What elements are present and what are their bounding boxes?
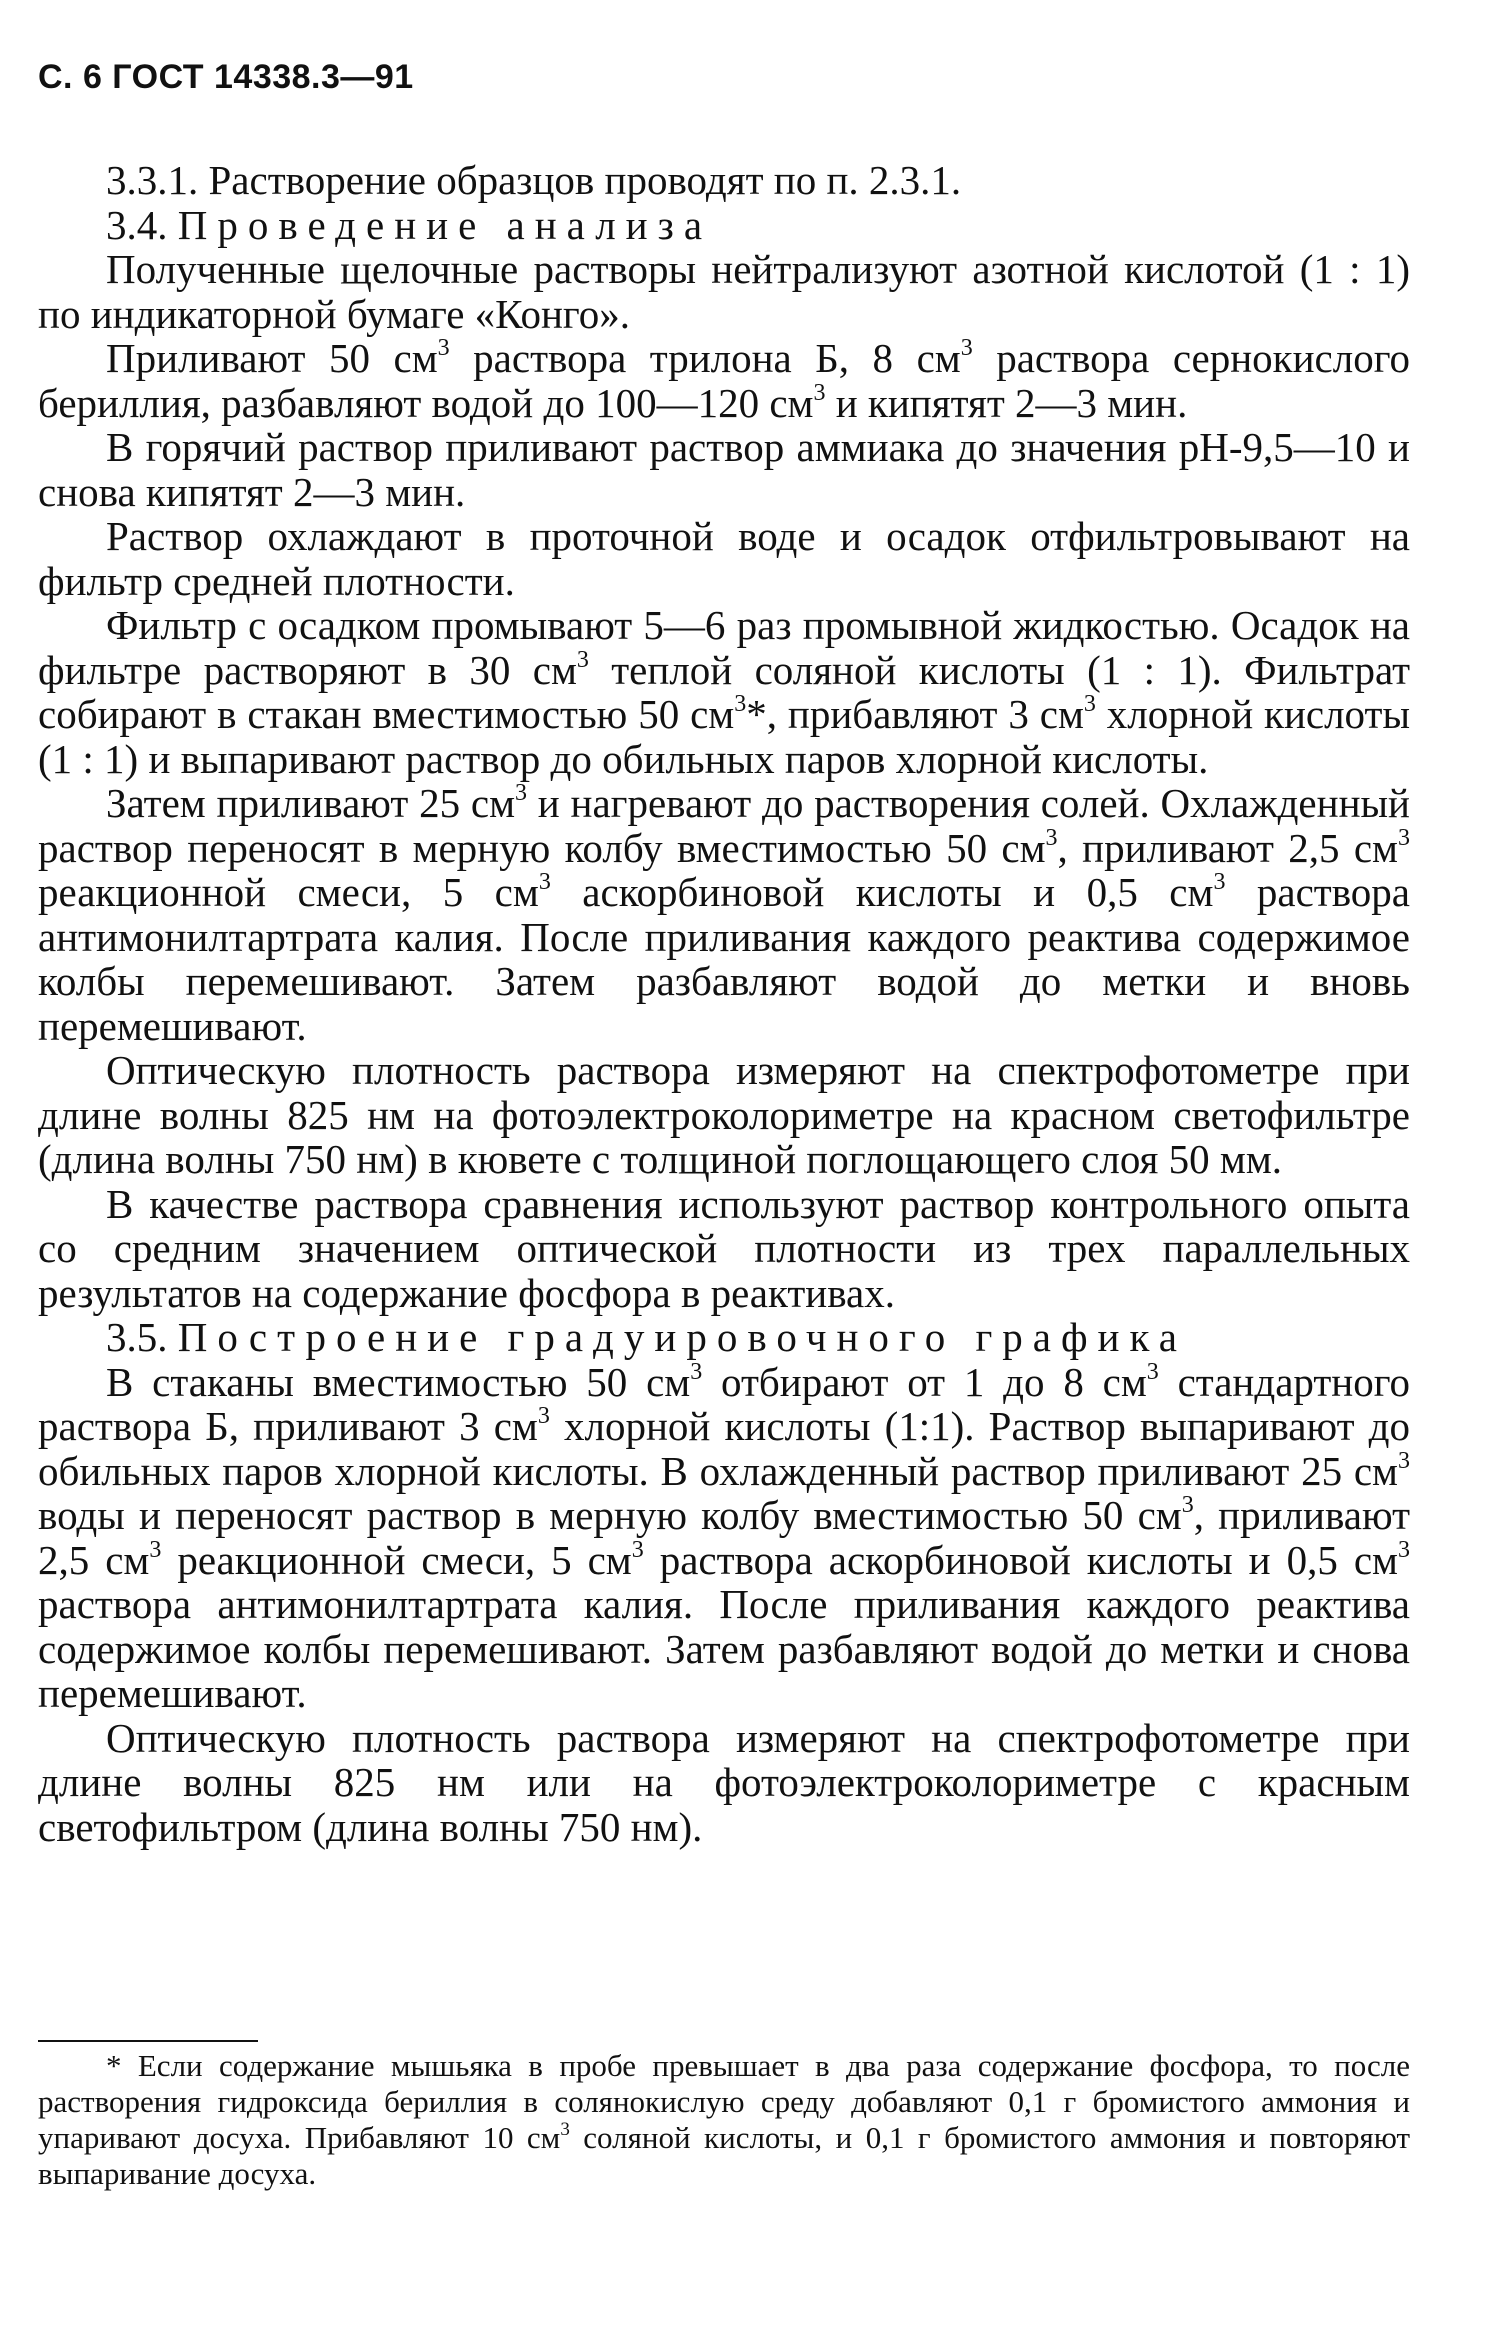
- footnote-divider: [38, 2040, 258, 2042]
- section-title: Построение градуировочного графика: [177, 1314, 1187, 1360]
- text-run: раствора антимонилтартрата калия. После приливания каждого реактива содержимое колбы перемешивают. Затем разбавляют водой до метки и снова перемешивают.: [38, 1581, 1410, 1716]
- superscript: 3: [149, 1536, 162, 1563]
- paragraph-optical-density: Оптическую плотность раствора измеряют на спектрофотометре при длине волны 825 нм на фотоэлектроколориметре на красном светофильтре (длина волны 750 нм) в кювете с толщиной поглощающего слоя 50 мм.: [38, 1047, 1410, 1182]
- paragraph-trilon: [38, 336, 1410, 425]
- paragraph-3-3-1: 3.3.1. Растворение образцов проводят по п. 2.3.1.: [106, 157, 962, 203]
- superscript: 3: [631, 1536, 644, 1563]
- footnote: [38, 2048, 1410, 2192]
- text-run: раствора аскорбиновой кислоты и 0,5 см: [643, 1536, 1398, 1583]
- text-run: теплой соляной кислоты (1 : 1). Фильтрат собирают в стакан вместимостью 50 см: [38, 646, 1411, 737]
- section-title: Проведение анализа: [177, 201, 713, 248]
- text-run: хлорной кислоты (1 : 1) и выпаривают раствор до обильных паров хлорной кислоты.: [38, 691, 1410, 782]
- superscript: 3: [1045, 824, 1058, 851]
- text-run: отбирают от 1 до 8 см: [702, 1358, 1147, 1405]
- superscript: 3: [734, 691, 747, 718]
- section-heading-3-4: [38, 203, 1410, 248]
- text-run: В стаканы вместимостью 50 см: [106, 1358, 691, 1405]
- superscript: 3: [576, 646, 589, 673]
- paragraph-neutralize: Полученные щелочные растворы нейтрализуют азотной кислотой (1 : 1) по индикаторной бумаге «Конго».: [38, 246, 1410, 337]
- text-run: аскорбиновой кислоты и 0,5 см: [550, 869, 1214, 915]
- paragraph-ammonia: В горячий раствор приливают раствор аммиака до значения рН-9,5—10 и снова кипятят 2—3 мин.: [38, 424, 1410, 515]
- superscript: 3: [1083, 691, 1096, 718]
- text-run: раствора трилона Б, 8 см: [449, 335, 961, 381]
- text-run: *, прибавляют 3 см: [746, 691, 1084, 737]
- paragraph-measurement: Оптическую плотность раствора измеряют на спектрофотометре при длине волны 825 нм или на фотоэлектроколориметре с красным светофильтром (длина волны 750 нм).: [38, 1714, 1410, 1850]
- text-run: и кипятят 2—3 мин.: [825, 379, 1188, 426]
- text-run: и нагревают до растворения солей. Охлажденный раствор переносят в мерную колбу вместимостью 50 см: [38, 780, 1410, 871]
- superscript: 3: [960, 335, 973, 362]
- running-head: С. 6 ГОСТ 14338.3—91: [38, 58, 414, 96]
- text-run: раствора антимонилтартрата калия. После приливания каждого реактива содержимое колбы перемешивают. Затем разбавляют водой до метки и вновь перемешивают.: [38, 869, 1410, 1049]
- superscript: 3: [1213, 869, 1226, 896]
- body-text: [38, 158, 1410, 1849]
- footnote-text: * Если содержание мышьяка в пробе превышает в два раза содержание фосфора, то после растворения гидроксида бериллия в солянокислую среду добавляют 0,1 г бромистого аммония и упаривают досуха. Прибавляют 10 см: [38, 2048, 1410, 2155]
- text-run: реакционной смеси, 5 см: [38, 869, 539, 915]
- text-run: реакционной смеси, 5 см: [161, 1536, 632, 1583]
- section-heading-3-5: [38, 1315, 1410, 1360]
- section-number: 3.5.: [106, 1314, 168, 1360]
- footnote-text: соляной кислоты, и 0,1 г бромистого аммония и повторяют выпаривание досуха.: [38, 2120, 1410, 2191]
- superscript: 3: [537, 1403, 550, 1430]
- text-run: Приливают 50 см: [106, 335, 438, 381]
- text-run: Фильтр с осадком промывают 5—6 раз промывной жидкостью. Осадок на фильтре растворяют в 30 см: [38, 602, 1410, 693]
- text-run: воды и переносят раствор в мерную колбу вместимостью 50 см: [38, 1492, 1182, 1538]
- text-run: Затем приливают 25 см: [106, 780, 516, 826]
- paragraph-reference-solution: В качестве раствора сравнения используют раствор контрольного опыта со средним значением оптической плотности из трех параллельных результатов на содержание фосфора в реактивах.: [38, 1180, 1410, 1316]
- paragraph-filter: [38, 603, 1410, 781]
- text-run: хлорной кислоты (1:1). Раствор выпаривают до обильных паров хлорной кислоты. В охлажденный раствор приливают 25 см: [38, 1403, 1411, 1494]
- text-run: раствора сернокислого бериллия, разбавляют водой до 100—120 см: [38, 335, 1410, 426]
- section-number: 3.4.: [106, 201, 168, 248]
- text-run: , приливают 2,5 см: [38, 1492, 1410, 1583]
- superscript: 3: [1146, 1358, 1159, 1385]
- superscript: 3: [1181, 1492, 1194, 1519]
- text-run: , приливают 2,5 см: [1057, 824, 1398, 871]
- superscript: 3: [560, 2118, 570, 2140]
- superscript: 3: [1398, 824, 1410, 851]
- superscript: 3: [813, 379, 826, 406]
- superscript: 3: [437, 335, 450, 362]
- text-run: стандартного раствора Б, приливают 3 см: [38, 1358, 1411, 1449]
- paragraph-calibration: [38, 1360, 1410, 1716]
- superscript: 3: [538, 869, 551, 896]
- superscript: 3: [1398, 1447, 1410, 1474]
- superscript: 3: [690, 1358, 703, 1385]
- paragraph-heating: [38, 781, 1410, 1048]
- superscript: 3: [515, 780, 528, 807]
- paragraph-cooling: Раствор охлаждают в проточной воде и осадок отфильтровывают на фильтр средней плотности.: [38, 513, 1410, 604]
- superscript: 3: [1397, 1536, 1410, 1563]
